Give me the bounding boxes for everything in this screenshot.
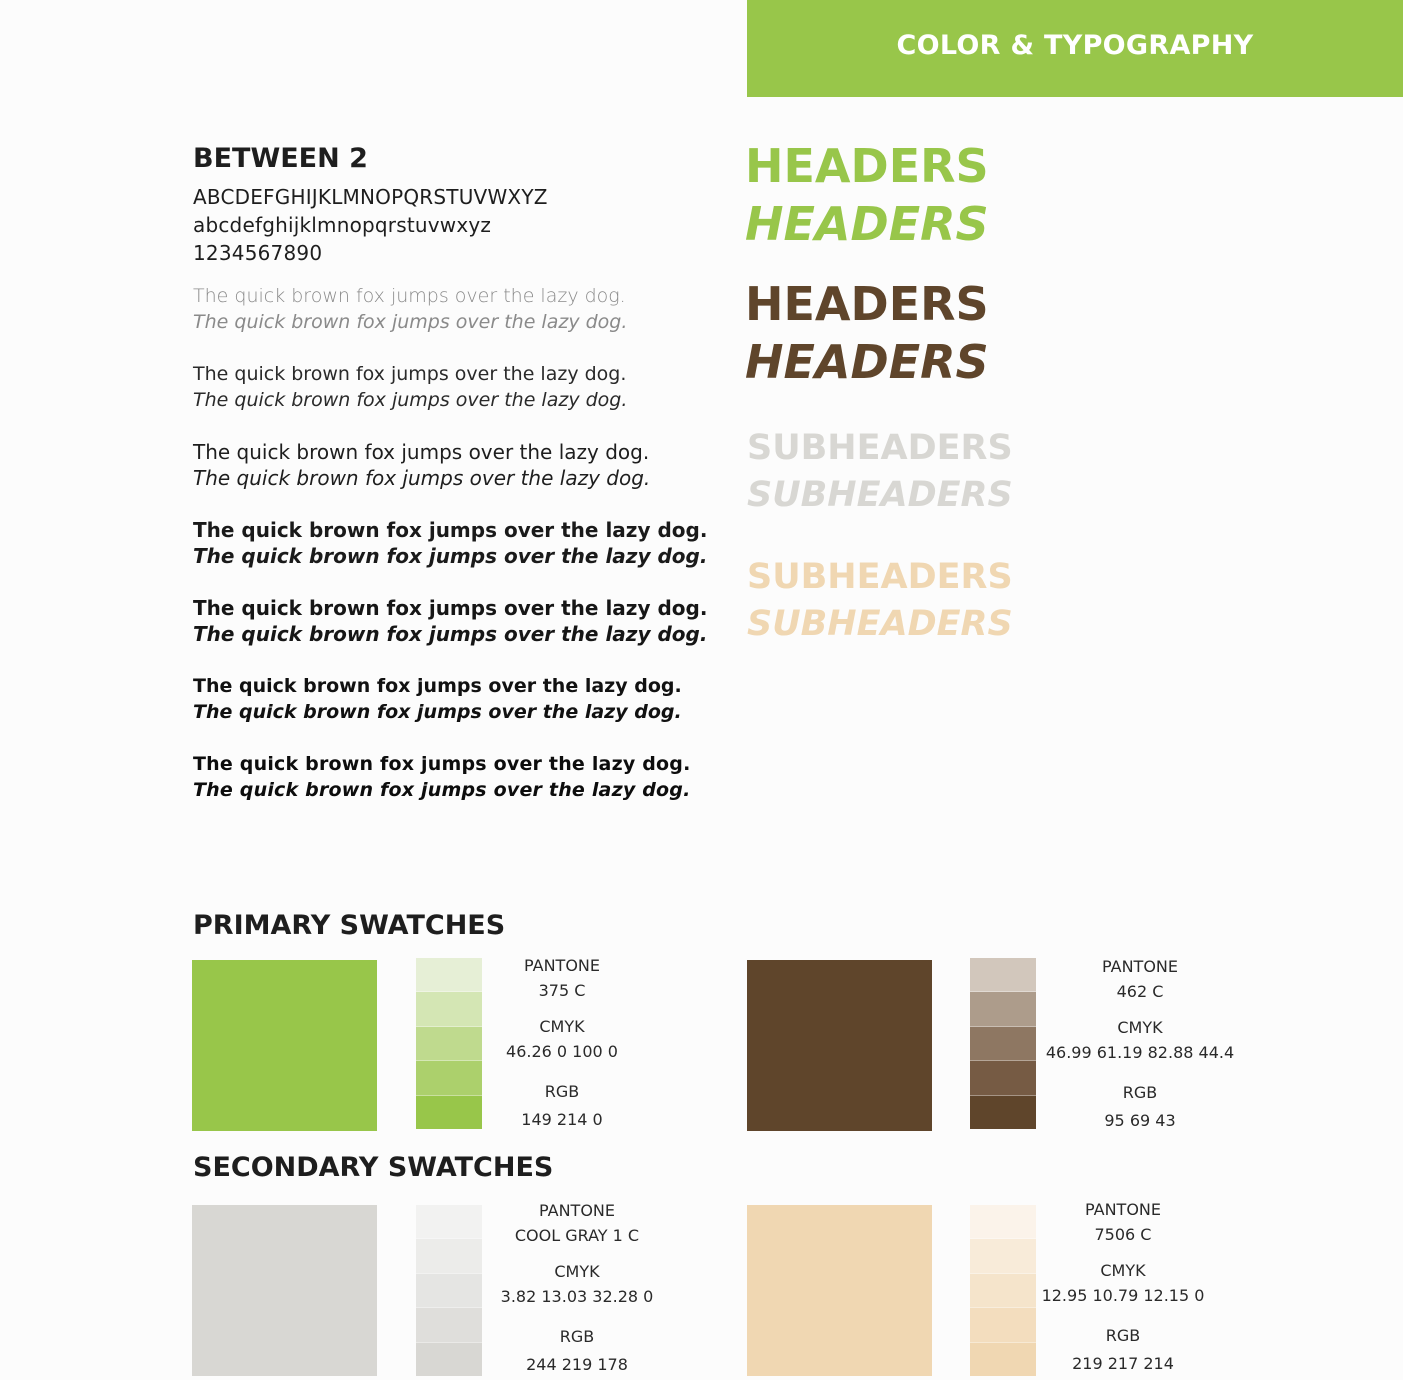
swatch-info-brown [1040, 957, 1240, 1130]
tint [416, 1239, 482, 1273]
subheader-italic: SUBHEADERS [747, 604, 1013, 644]
tint [416, 1061, 482, 1095]
pantone-value: 462 C [1116, 982, 1164, 1001]
swatch-cool-gray [192, 1205, 377, 1376]
pantone-value: COOL GRAY 1 C [514, 1226, 640, 1245]
uppercase-alphabet: ABCDEFGHIJKLMNOPQRSTUVWXYZ [193, 185, 548, 209]
swatch-brown [747, 960, 932, 1131]
subheader-regular: SUBHEADERS [747, 428, 1013, 468]
header-sample-brown [745, 275, 989, 391]
sample-regular: The quick brown fox jumps over the lazy dog. [193, 518, 708, 542]
sample-regular: The quick brown fox jumps over the lazy dog. [193, 285, 626, 307]
subheader-sample-gray [747, 425, 1013, 519]
sample-italic: The quick brown fox jumps over the lazy dog. [193, 779, 691, 801]
weight-sample-book [193, 361, 627, 413]
tint [416, 992, 482, 1026]
tint [416, 1343, 482, 1376]
weight-sample-black [193, 751, 691, 803]
tint [416, 958, 482, 992]
tint [970, 1343, 1036, 1376]
header-sample-green [745, 137, 989, 253]
tint [416, 1096, 482, 1129]
pantone-label: PANTONE [524, 956, 600, 975]
sample-regular: The quick brown fox jumps over the lazy dog. [193, 596, 708, 620]
subheader-italic: SUBHEADERS [747, 475, 1013, 515]
tint [970, 1205, 1036, 1239]
swatch-info-cool-gray [488, 1201, 666, 1374]
tint-strip-brown [970, 958, 1036, 1129]
digits: 1234567890 [193, 241, 323, 265]
tint-strip-green [416, 958, 482, 1129]
cmyk-value: 46.26 0 100 0 [506, 1042, 618, 1061]
sample-italic: The quick brown fox jumps over the lazy dog. [193, 622, 708, 646]
swatch-info-tan [1038, 1200, 1208, 1373]
subheader-sample-tan [747, 554, 1013, 648]
rgb-label: RGB [544, 1082, 580, 1101]
cmyk-value: 12.95 10.79 12.15 0 [1041, 1286, 1205, 1305]
weight-sample-light [193, 283, 627, 335]
rgb-label: RGB [1105, 1326, 1141, 1345]
sample-italic: The quick brown fox jumps over the lazy dog. [193, 311, 628, 333]
header-banner [747, 0, 1403, 97]
rgb-label: RGB [1122, 1083, 1158, 1102]
sample-italic: The quick brown fox jumps over the lazy dog. [193, 466, 651, 490]
tint [416, 1205, 482, 1239]
weight-sample-regular [193, 439, 650, 491]
sample-regular: The quick brown fox jumps over the lazy dog. [193, 753, 691, 775]
tint [970, 958, 1036, 992]
rgb-label: RGB [559, 1327, 595, 1346]
tint-strip-tan [970, 1205, 1036, 1376]
tint [970, 1274, 1036, 1308]
sample-regular: The quick brown fox jumps over the lazy dog. [193, 675, 682, 697]
sample-regular: The quick brown fox jumps over the lazy dog. [193, 363, 627, 385]
pantone-label: PANTONE [1102, 957, 1178, 976]
tint [416, 1274, 482, 1308]
swatch-info-green [497, 956, 627, 1129]
page-title: COLOR & TYPOGRAPHY [896, 30, 1254, 61]
header-italic: HEADERS [745, 335, 989, 389]
cmyk-label: CMYK [1117, 1018, 1163, 1037]
pantone-value: 7506 C [1094, 1225, 1152, 1244]
cmyk-label: CMYK [1100, 1261, 1146, 1280]
rgb-value: 95 69 43 [1104, 1111, 1176, 1130]
tint [970, 1239, 1036, 1273]
secondary-swatches-title: SECONDARY SWATCHES [193, 1152, 554, 1183]
cmyk-value: 3.82 13.03 32.28 0 [500, 1287, 654, 1306]
sample-italic: The quick brown fox jumps over the lazy dog. [193, 701, 682, 723]
rgb-value: 219 217 214 [1072, 1354, 1174, 1373]
swatch-green [192, 960, 377, 1131]
weight-sample-semibold [193, 517, 707, 569]
font-name: BETWEEN 2 [193, 143, 368, 174]
swatch-tan [747, 1205, 932, 1376]
pantone-value: 375 C [538, 981, 586, 1000]
tint [970, 1096, 1036, 1129]
rgb-value: 244 219 178 [526, 1355, 628, 1374]
tint [970, 1061, 1036, 1095]
tint [970, 1308, 1036, 1342]
sample-italic: The quick brown fox jumps over the lazy dog. [193, 389, 628, 411]
cmyk-value: 46.99 61.19 82.88 44.4 [1045, 1043, 1235, 1062]
sample-regular: The quick brown fox jumps over the lazy dog. [193, 440, 650, 464]
pantone-label: PANTONE [539, 1201, 615, 1220]
header-italic: HEADERS [745, 197, 989, 251]
lowercase-alphabet: abcdefghijklmnopqrstuvwxyz [193, 213, 492, 237]
tint [970, 992, 1036, 1026]
cmyk-label: CMYK [539, 1017, 585, 1036]
header-regular: HEADERS [745, 139, 989, 193]
cmyk-label: CMYK [554, 1262, 600, 1281]
rgb-value: 149 214 0 [521, 1110, 603, 1129]
weight-sample-extrabold [193, 673, 682, 725]
tint [416, 1027, 482, 1061]
primary-swatches-title: PRIMARY SWATCHES [193, 910, 506, 941]
tint [416, 1308, 482, 1342]
subheader-regular: SUBHEADERS [747, 557, 1013, 597]
tint [970, 1027, 1036, 1061]
sample-italic: The quick brown fox jumps over the lazy dog. [193, 544, 708, 568]
tint-strip-cool-gray [416, 1205, 482, 1376]
header-regular: HEADERS [745, 277, 989, 331]
pantone-label: PANTONE [1085, 1200, 1161, 1219]
weight-sample-bold [193, 595, 707, 647]
